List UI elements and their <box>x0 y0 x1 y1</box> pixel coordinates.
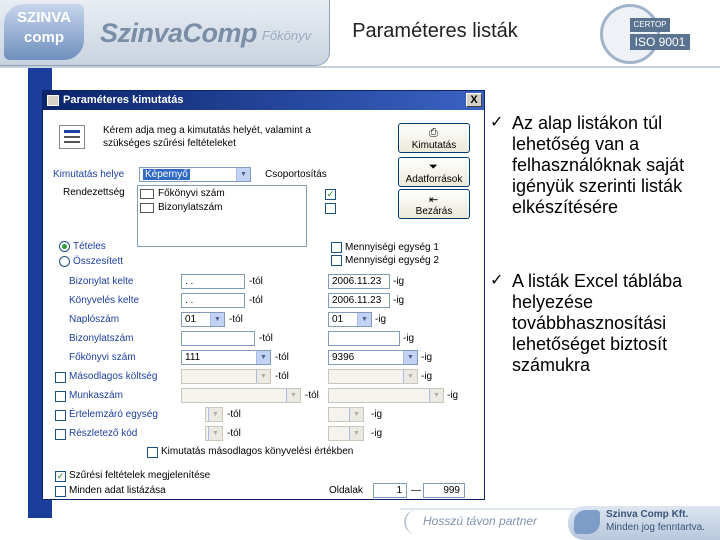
list-item-marker <box>140 189 154 199</box>
footer-arc <box>404 510 418 534</box>
fokonyvi-to-value: 9396 <box>332 352 355 363</box>
row-label-fokonyvi-szam: Főkönyvi szám <box>69 352 136 363</box>
konyveles-kelte-from[interactable]: . . <box>181 293 245 308</box>
chevron-down-icon: ▼ <box>236 168 250 181</box>
chevron-down-icon: ▼ <box>208 408 222 421</box>
oldalak-label: Oldalak <box>329 485 363 496</box>
row-label-bizonylatszam: Bizonylatszám <box>69 333 134 344</box>
list-item-marker <box>140 203 154 213</box>
suffix-ig: -ig <box>371 428 383 439</box>
masodlagos-ertek-label: Kimutatás másodlagos könyvelési értékben <box>161 446 354 457</box>
filter-icon: ⏷ <box>429 161 438 173</box>
reszletezo-kod-to[interactable] <box>328 426 364 441</box>
munkaszam-checkbox[interactable] <box>55 391 66 402</box>
kimutatas-helye-value: Képernyő <box>145 169 188 180</box>
suffix-ig: -ig <box>421 371 433 382</box>
osszesitett-radio[interactable] <box>59 256 70 267</box>
suffix-tol: -tól <box>305 390 319 401</box>
suffix-tol: -tól <box>259 333 273 344</box>
munkaszam-to[interactable] <box>328 388 444 403</box>
munkaszam-from[interactable] <box>181 388 301 403</box>
naploszam-from-value: 01 <box>185 314 197 325</box>
row-label-naploszam: Naplószám <box>69 314 120 325</box>
suffix-tol: -tól <box>227 428 241 439</box>
parametric-report-dialog <box>42 90 485 500</box>
suffix-ig: -ig <box>371 409 383 420</box>
row-label-munkaszam: Munkaszám <box>69 390 123 401</box>
chevron-down-icon: ▼ <box>256 370 270 383</box>
suffix-tol: -tól <box>229 314 243 325</box>
masodlagos-koltseg-checkbox[interactable] <box>55 372 66 383</box>
header-divider <box>0 66 720 68</box>
oldal-to-input[interactable]: 999 <box>423 483 465 498</box>
exit-icon: ⇤ <box>429 194 439 206</box>
suffix-tol: -tól <box>249 295 263 306</box>
bizonylat-kelte-to[interactable]: 2006.11.23 <box>328 274 390 289</box>
adatforrasok-button[interactable] <box>398 157 470 187</box>
bullet-text: A listák Excel táblába helyezése továbbhasznosítási lehetőséget biztosít számukra <box>512 271 683 375</box>
szinva-comp-logo: SZINVA comp <box>4 4 84 60</box>
company-logo-icon <box>574 510 600 534</box>
chevron-down-icon: ▼ <box>403 370 417 383</box>
rendezes-list[interactable] <box>137 185 307 247</box>
chevron-down-icon: ▼ <box>429 389 443 402</box>
naploszam-to-value: 01 <box>332 314 344 325</box>
minden-adat-label: Minden adat listázása <box>69 485 166 496</box>
tetelez-label: Tételes <box>73 241 106 252</box>
footer-slogan: Hosszú távon partner <box>423 514 538 528</box>
tetelez-radio[interactable] <box>59 241 70 252</box>
iso-label: ISO 9001 <box>630 34 690 50</box>
chevron-down-icon: ▼ <box>210 313 224 326</box>
bullet-text: Az alap listákon túl lehetőség van a felhasználóknak saját igényük szerinti listák elkészítésére <box>512 113 685 217</box>
brand-name: SzinvaComp <box>100 18 258 48</box>
bizonylatszam-from[interactable] <box>181 331 255 346</box>
dialog-title-bar[interactable]: Paraméteres kimutatás <box>43 91 484 110</box>
kimutatas-label: Kimutatás <box>411 140 457 151</box>
dialog-app-icon <box>47 95 59 106</box>
oldal-from-input[interactable]: 1 <box>373 483 407 498</box>
chevron-down-icon: ▼ <box>208 427 222 440</box>
suffix-tol: -tól <box>227 409 241 420</box>
fokonyvi-szam-from[interactable] <box>181 350 271 365</box>
rendezes-check-1[interactable]: ✓ <box>326 189 335 199</box>
suffix-tol: -tól <box>275 352 289 363</box>
brand-subtitle: Főkönyv <box>262 28 312 43</box>
minden-adat-checkbox[interactable] <box>55 486 66 497</box>
suffix-ig: -ig <box>421 352 433 363</box>
konyveles-kelte-to[interactable]: 2006.11.23 <box>328 293 390 308</box>
chevron-down-icon: ▼ <box>349 427 363 440</box>
bezaras-label: Bezárás <box>415 206 453 217</box>
mennyisegi1-label: Mennyiségi egység 1 <box>345 242 439 253</box>
suffix-tol: -tól <box>249 276 263 287</box>
row-label-masodlagos-koltseg: Másodlagos költség <box>69 371 158 382</box>
suffix-ig: -ig <box>393 295 405 306</box>
kimutatas-helye-select[interactable] <box>139 167 251 182</box>
row-label-bizonylat-kelte: Bizonylat kelte <box>69 276 134 287</box>
mennyisegi1-checkbox[interactable] <box>331 242 342 253</box>
row-label-ertelemzaro: Értelemzáró egység <box>69 409 158 420</box>
chevron-down-icon: ▼ <box>403 351 417 364</box>
list-item[interactable]: Főkönyvi szám <box>158 188 225 199</box>
cert-label: CERTOP <box>630 18 670 32</box>
naploszam-to[interactable] <box>328 312 372 327</box>
footer-tagline: Minden jog fenntartva. <box>606 522 705 533</box>
chevron-down-icon: ▼ <box>256 351 270 364</box>
suffix-tol: -tól <box>275 371 289 382</box>
bezaras-button[interactable] <box>398 189 470 219</box>
masodlagos-koltseg-to[interactable] <box>328 369 418 384</box>
chevron-down-icon: ▼ <box>286 389 300 402</box>
suffix-ig: -ig <box>447 390 459 401</box>
osszesitett-label: Összesített <box>73 256 124 267</box>
kimutatas-button[interactable] <box>398 123 470 153</box>
kimutatas-helye-label: Kimutatás helye <box>53 169 125 180</box>
checkmark-bullet-icon: ✓ <box>490 272 504 289</box>
chevron-down-icon: ▼ <box>357 313 371 326</box>
ertelemzaro-to[interactable] <box>328 407 364 422</box>
mennyisegi2-checkbox[interactable] <box>331 255 342 266</box>
rendezes-check-2[interactable] <box>325 203 336 214</box>
fokonyvi-from-value: 111 <box>185 352 201 363</box>
report-icon <box>59 125 85 149</box>
ertelemzaro-checkbox[interactable] <box>55 410 66 421</box>
masodlagos-koltseg-from[interactable] <box>181 369 271 384</box>
reszletezo-kod-checkbox[interactable] <box>55 429 66 440</box>
csoportositas-label: Csoportosítás <box>265 169 327 180</box>
footer-company: Szinva Comp Kft. <box>606 509 689 520</box>
slide-title: Paraméteres listák <box>352 20 518 42</box>
szuresi-checkbox[interactable]: ✓ <box>56 471 65 481</box>
ertelemzaro-from[interactable] <box>205 407 223 422</box>
masodlagos-ertek-checkbox[interactable] <box>147 447 158 458</box>
chevron-down-icon: ▼ <box>349 408 363 421</box>
szuresi-label: Szűrési feltételek megjelenítése <box>69 470 211 481</box>
oldal-separator: — <box>411 485 421 496</box>
suffix-ig: -ig <box>393 276 405 287</box>
mennyisegi2-label: Mennyiségi egység 2 <box>345 255 439 266</box>
rendezettseg-label: Rendezettség <box>63 187 125 198</box>
reszletezo-kod-from[interactable] <box>205 426 223 441</box>
suffix-ig: -ig <box>403 333 415 344</box>
naploszam-from[interactable] <box>181 312 225 327</box>
slide-header <box>0 0 720 68</box>
suffix-ig: -ig <box>375 314 387 325</box>
row-label-konyveles-kelte: Könyvelés kelte <box>69 295 140 306</box>
close-button[interactable]: X <box>466 93 482 107</box>
list-item[interactable]: Bizonylatszám <box>158 202 223 213</box>
bizonylatszam-to[interactable] <box>328 331 400 346</box>
intro-text: Kérem adja meg a kimutatás helyét, valamint a szükséges szűrési feltételeket <box>103 125 311 149</box>
print-icon: ⎙ <box>429 127 438 139</box>
fokonyvi-szam-to[interactable] <box>328 350 418 365</box>
row-label-reszletezo-kod: Részletező kód <box>69 428 138 439</box>
adatforrasok-label: Adatforrások <box>405 174 463 185</box>
bizonylat-kelte-from[interactable]: . . <box>181 274 245 289</box>
checkmark-bullet-icon: ✓ <box>490 114 504 131</box>
